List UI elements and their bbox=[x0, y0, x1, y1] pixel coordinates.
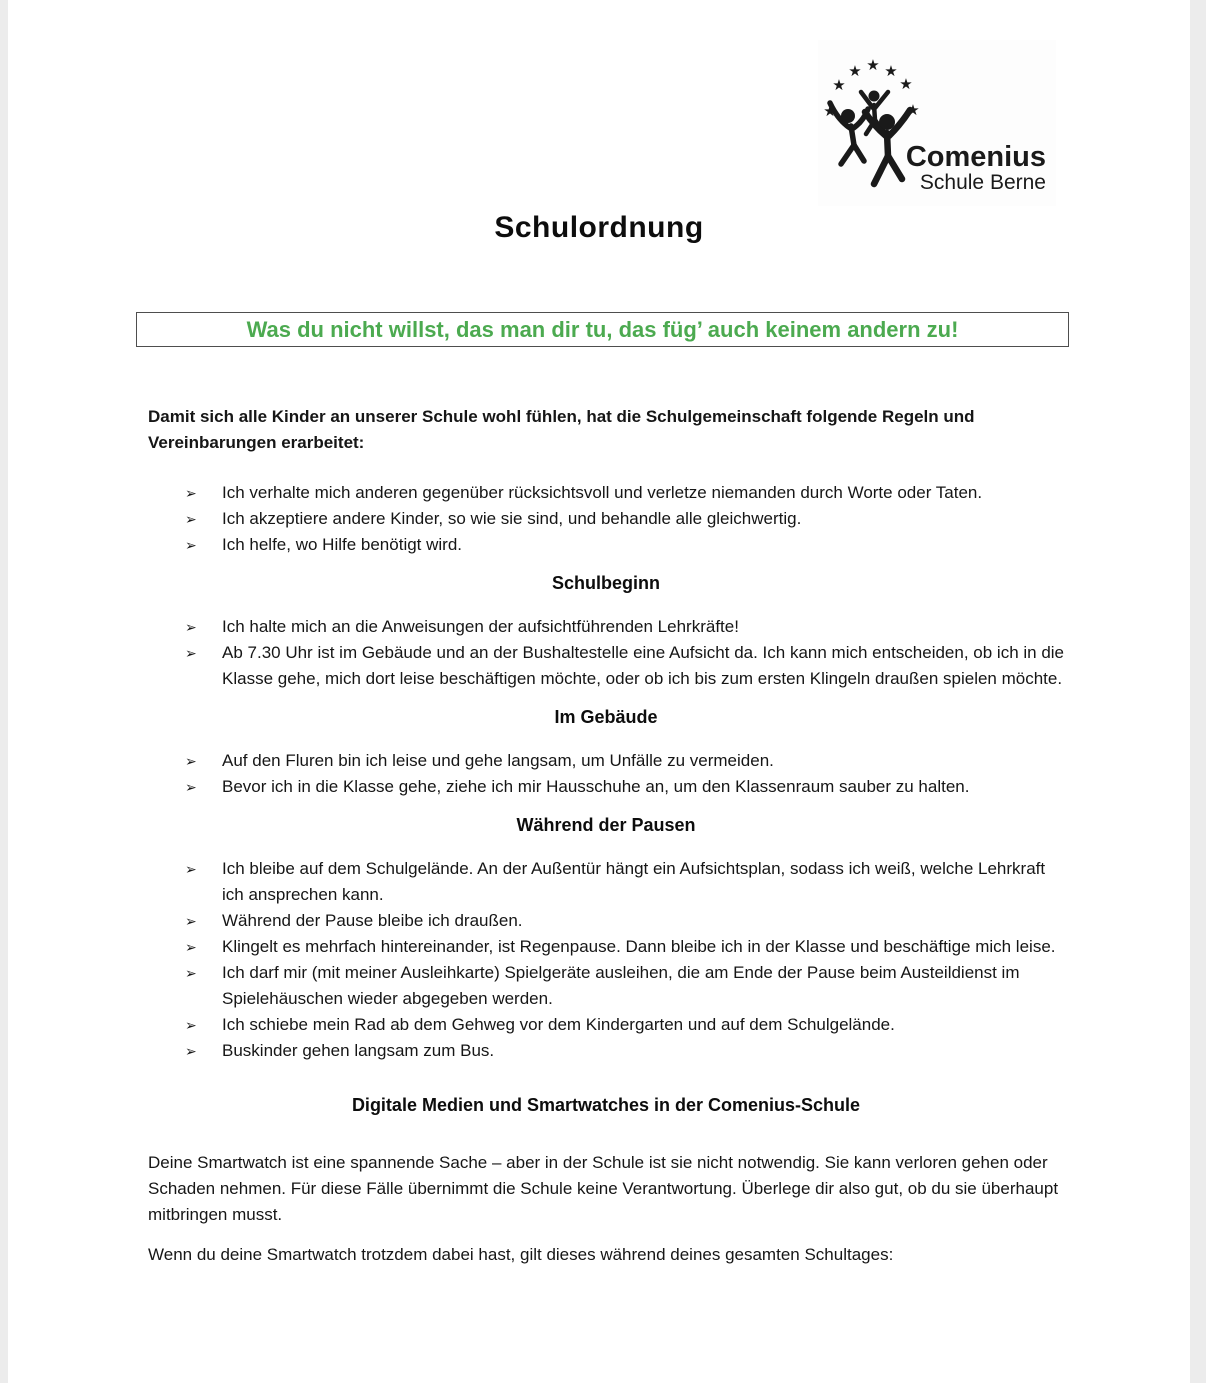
logo-subtitle: Schule Berne bbox=[919, 171, 1046, 194]
page-title: Schulordnung bbox=[494, 211, 704, 244]
list-item bbox=[148, 614, 1064, 640]
intro-paragraph: Damit sich alle Kinder an unserer Schule wohl fühlen, hat die Schulgemeinschaft folgende Regeln und Vereinbarungen erarbeitet: bbox=[148, 407, 975, 452]
comenius-school-logo bbox=[818, 40, 1056, 206]
rule-text: Klingelt es mehrfach hintereinander, ist Regenpause. Dann bleibe ich in der Klasse und beschäftige mich leise. bbox=[222, 937, 1056, 956]
rule-text: Auf den Fluren bin ich leise und gehe langsam, um Unfälle zu vermeiden. bbox=[222, 751, 774, 770]
arrow-bullet-icon: ➢ bbox=[185, 861, 197, 877]
comenius-logo-graphic bbox=[818, 40, 1056, 206]
jumping-figures bbox=[830, 91, 910, 185]
star-arc bbox=[823, 57, 919, 120]
arrow-bullet-icon: ➢ bbox=[185, 619, 197, 635]
motto-text: Was du nicht willst, das man dir tu, das füg’ auch keinem andern zu! bbox=[246, 317, 959, 342]
smartwatch-paragraph: Deine Smartwatch ist eine spannende Sache – aber in der Schule ist sie nicht notwendig. Sie kann verloren gehen oder Schaden nehmen. Für diese Fälle übernimmt die Schule keine Verantwortung. Überlege dir also gut, ob du sie überhaupt mitbringen musst. bbox=[148, 1153, 1059, 1224]
rule-text: Ich helfe, wo Hilfe benötigt wird. bbox=[222, 535, 463, 554]
document-page bbox=[8, 0, 1190, 1383]
star-icon: ★ bbox=[906, 102, 920, 119]
document-body bbox=[8, 404, 1190, 1268]
smartwatch-paragraph-2: Wenn du deine Smartwatch trotzdem dabei hast, gilt dieses während deines gesamten Schultages: bbox=[148, 1245, 894, 1264]
list-item bbox=[148, 960, 1064, 1012]
star-icon: ★ bbox=[884, 63, 898, 80]
star-icon: ★ bbox=[848, 63, 862, 80]
list-item bbox=[148, 934, 1064, 960]
arrow-bullet-icon: ➢ bbox=[185, 939, 197, 955]
gebaeude-rules-list bbox=[148, 748, 1064, 800]
rule-text: Während der Pause bleibe ich draußen. bbox=[222, 911, 523, 930]
schulbeginn-rules-list bbox=[148, 614, 1064, 692]
list-item bbox=[148, 748, 1064, 774]
arrow-bullet-icon: ➢ bbox=[185, 1017, 197, 1033]
list-item bbox=[148, 1012, 1064, 1038]
star-icon: ★ bbox=[823, 103, 837, 120]
list-item bbox=[148, 908, 1064, 934]
rule-text: Bevor ich in die Klasse gehe, ziehe ich mir Hausschuhe an, um den Klassenraum sauber zu halten. bbox=[222, 777, 970, 796]
star-icon: ★ bbox=[866, 57, 880, 74]
list-item bbox=[148, 1038, 1064, 1064]
arrow-bullet-icon: ➢ bbox=[185, 645, 197, 661]
star-icon: ★ bbox=[899, 76, 913, 93]
list-item bbox=[148, 532, 1064, 558]
arrow-bullet-icon: ➢ bbox=[185, 1043, 197, 1059]
rule-text: Ich schiebe mein Rad ab dem Gehweg vor dem Kindergarten und auf dem Schulgelände. bbox=[222, 1015, 895, 1034]
arrow-bullet-icon: ➢ bbox=[185, 965, 197, 981]
list-item bbox=[148, 856, 1064, 908]
list-item bbox=[148, 506, 1064, 532]
section-heading-digitale-medien: Digitale Medien und Smartwatches in der Comenius-Schule bbox=[351, 1095, 861, 1115]
section-heading-im-gebaeude: Im Gebäude bbox=[554, 707, 658, 727]
section-heading-pausen: Während der Pausen bbox=[516, 815, 696, 835]
arrow-bullet-icon: ➢ bbox=[185, 779, 197, 795]
rule-text: Ich verhalte mich anderen gegenüber rücksichtsvoll und verletze niemanden durch Worte oder Taten. bbox=[222, 483, 983, 502]
star-icon: ★ bbox=[832, 77, 846, 94]
arrow-bullet-icon: ➢ bbox=[185, 511, 197, 527]
rule-text: Buskinder gehen langsam zum Bus. bbox=[222, 1041, 495, 1060]
figure-right bbox=[865, 110, 910, 184]
section-heading-schulbeginn: Schulbeginn bbox=[552, 573, 660, 593]
rule-text: Ich bleibe auf dem Schulgelände. An der Außentür hängt ein Aufsichtsplan, sodass ich weiß, welche Lehrkraft ich ansprechen kann. bbox=[222, 859, 1046, 904]
rule-text: Ab 7.30 Uhr ist im Gebäude und an der Bushaltestelle eine Aufsicht da. Ich kann mich entscheiden, ob ich in die Klasse gehe, mich dort leise beschäftigen möchte, oder ob ich bis zum ersten Klingeln draußen spielen möchte. bbox=[222, 643, 1065, 688]
arrow-bullet-icon: ➢ bbox=[185, 753, 197, 769]
logo-wordmark: Comenius bbox=[905, 141, 1046, 173]
list-item bbox=[148, 480, 1064, 506]
list-item bbox=[148, 640, 1064, 692]
rule-text: Ich halte mich an die Anweisungen der aufsichtführenden Lehrkräfte! bbox=[222, 617, 739, 636]
motto-banner bbox=[136, 312, 1069, 347]
arrow-bullet-icon: ➢ bbox=[185, 537, 197, 553]
rule-text: Ich akzeptiere andere Kinder, so wie sie sind, und behandle alle gleichwertig. bbox=[222, 509, 802, 528]
arrow-bullet-icon: ➢ bbox=[185, 485, 197, 501]
pausen-rules-list bbox=[148, 856, 1064, 1064]
arrow-bullet-icon: ➢ bbox=[185, 913, 197, 929]
rule-text: Ich darf mir (mit meiner Ausleihkarte) Spielgeräte ausleihen, die am Ende der Pause beim Austeildienst im Spielehäuschen wieder abgegeben werden. bbox=[222, 963, 1020, 1008]
list-item bbox=[148, 774, 1064, 800]
general-rules-list bbox=[148, 480, 1064, 558]
